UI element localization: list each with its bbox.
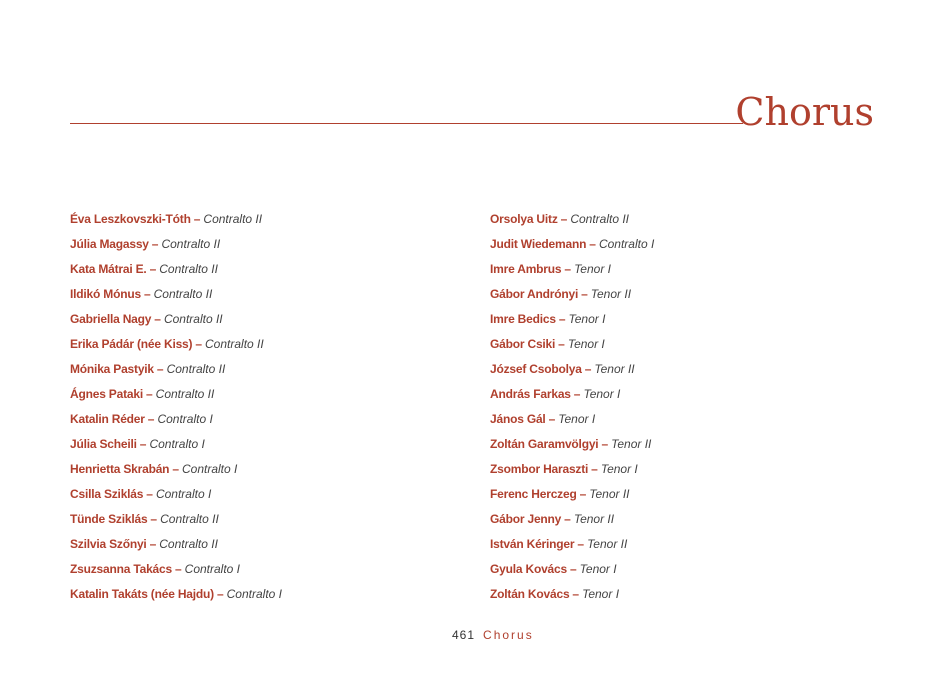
list-item [70,236,470,261]
member-name: Katalin Takáts (née Hajdu) [70,587,214,601]
member-name: Erika Pádár (née Kiss) [70,337,193,351]
list-item [490,411,890,436]
separator: – [195,337,203,351]
voice-part: Contralto II [159,537,218,551]
voice-part: Tenor I [567,337,605,351]
list-item [490,236,890,261]
member-name: József Csobolya [490,362,582,376]
separator: – [577,537,585,551]
voice-part: Tenor II [589,487,630,501]
list-item [490,311,890,336]
voice-part: Contralto II [163,312,223,326]
voice-part: Tenor I [574,262,611,276]
voice-part: Contralto II [153,287,213,301]
page-number: 461 [452,628,476,642]
member-name: Zoltán Kovács [490,587,570,601]
separator: – [564,262,572,276]
separator: – [149,537,157,551]
member-name: István Kéringer [490,537,575,551]
list-item [490,386,890,411]
member-name: Zoltán Garamvölgyi [490,437,599,451]
list-item [70,511,470,536]
separator: – [601,437,609,451]
member-name: Imre Ambrus [490,262,562,276]
voice-part: Contralto II [166,362,226,376]
voice-part: Contralto II [570,212,630,226]
list-item [490,211,890,236]
separator: – [564,512,571,526]
list-item [490,511,890,536]
separator: – [216,587,224,601]
list-item [490,461,890,486]
list-item [70,286,470,311]
separator: – [143,287,151,301]
member-name: Kata Mátrai E. [70,262,147,276]
list-item [490,436,890,461]
separator: – [558,337,565,351]
list-item [70,411,470,436]
page-footer [452,627,534,643]
member-name: Ildikó Mónus [70,287,141,301]
separator: – [147,412,155,426]
voice-part: Contralto II [155,387,215,401]
separator: – [156,362,164,376]
separator: – [591,462,598,476]
list-item [490,561,890,586]
voice-part: Tenor II [594,362,635,376]
voice-part: Tenor I [568,312,606,326]
list-item [70,361,470,386]
footer-section-title: Chorus [483,628,534,642]
member-name: Henrietta Skrabán [70,462,170,476]
separator: – [589,237,596,251]
list-item [490,361,890,386]
voice-part: Contralto I [184,562,241,576]
voice-part: Tenor II [573,512,615,526]
list-item [490,486,890,511]
voice-part: Contralto I [182,462,238,476]
separator: – [579,487,587,501]
voice-part: Tenor II [590,287,632,301]
list-item [490,536,890,561]
list-item [70,336,470,361]
member-name: Gábor Andrónyi [490,287,579,301]
member-name: János Gál [490,412,546,426]
separator: – [584,362,592,376]
member-name: Szilvia Szőnyi [70,537,147,551]
separator: – [150,512,158,526]
voice-part: Contralto II [160,512,219,526]
member-name: Gábor Jenny [490,512,562,526]
member-name: Judit Wiedemann [490,237,587,251]
list-item [70,311,470,336]
list-item [490,586,890,611]
voice-part: Tenor I [600,462,638,476]
list-item [70,561,470,586]
voice-part: Tenor II [611,437,652,451]
separator: – [174,562,182,576]
left-column-list [70,211,470,611]
member-name: Gábor Csiki [490,337,556,351]
voice-part: Contralto II [205,337,264,351]
separator: – [573,387,581,401]
voice-part: Contralto II [161,237,221,251]
member-name: Gabriella Nagy [70,312,152,326]
member-name: Katalin Réder [70,412,145,426]
member-name: Orsolya Uitz [490,212,558,226]
member-name: Ferenc Herczeg [490,487,577,501]
member-name: Zsombor Haraszti [490,462,589,476]
separator: – [146,487,153,501]
voice-part: Tenor I [558,412,596,426]
separator: – [560,212,568,226]
member-name: Ágnes Pataki [70,387,143,401]
right-column-list [490,211,890,611]
separator: – [149,262,157,276]
member-name: Júlia Magassy [70,237,149,251]
list-item [490,336,890,361]
member-name: Tünde Sziklás [70,512,148,526]
member-name: András Farkas [490,387,571,401]
list-item [490,261,890,286]
separator: – [572,587,580,601]
list-item [70,261,470,286]
voice-part: Contralto I [149,437,205,451]
voice-part: Tenor I [582,587,620,601]
voice-part: Contralto I [157,412,213,426]
list-item [70,461,470,486]
list-item [70,211,470,236]
separator: – [154,312,161,326]
list-item [490,286,890,311]
member-name: Zsuzsanna Takács [70,562,172,576]
separator: – [581,287,588,301]
voice-part: Contralto II [203,212,263,226]
list-item [70,436,470,461]
separator: – [569,562,577,576]
list-item [70,486,470,511]
list-item [70,586,470,611]
page-title: Chorus [735,90,874,134]
separator: – [145,387,153,401]
list-item [70,536,470,561]
header-rule [70,123,743,124]
separator: – [151,237,159,251]
separator: – [139,437,147,451]
separator: – [558,312,566,326]
voice-part: Contralto I [155,487,212,501]
member-name: Csilla Sziklás [70,487,144,501]
voice-part: Tenor II [587,537,628,551]
voice-part: Tenor I [583,387,621,401]
member-name: Éva Leszkovszki-Tóth [70,212,191,226]
voice-part: Contralto I [598,237,655,251]
member-name: Mónika Pastyik [70,362,154,376]
member-name: Imre Bedics [490,312,556,326]
separator: – [172,462,179,476]
voice-part: Tenor I [579,562,617,576]
separator: – [193,212,201,226]
member-name: Júlia Scheili [70,437,137,451]
voice-part: Contralto I [226,587,282,601]
list-item [70,386,470,411]
separator: – [548,412,556,426]
member-name: Gyula Kovács [490,562,567,576]
voice-part: Contralto II [159,262,218,276]
